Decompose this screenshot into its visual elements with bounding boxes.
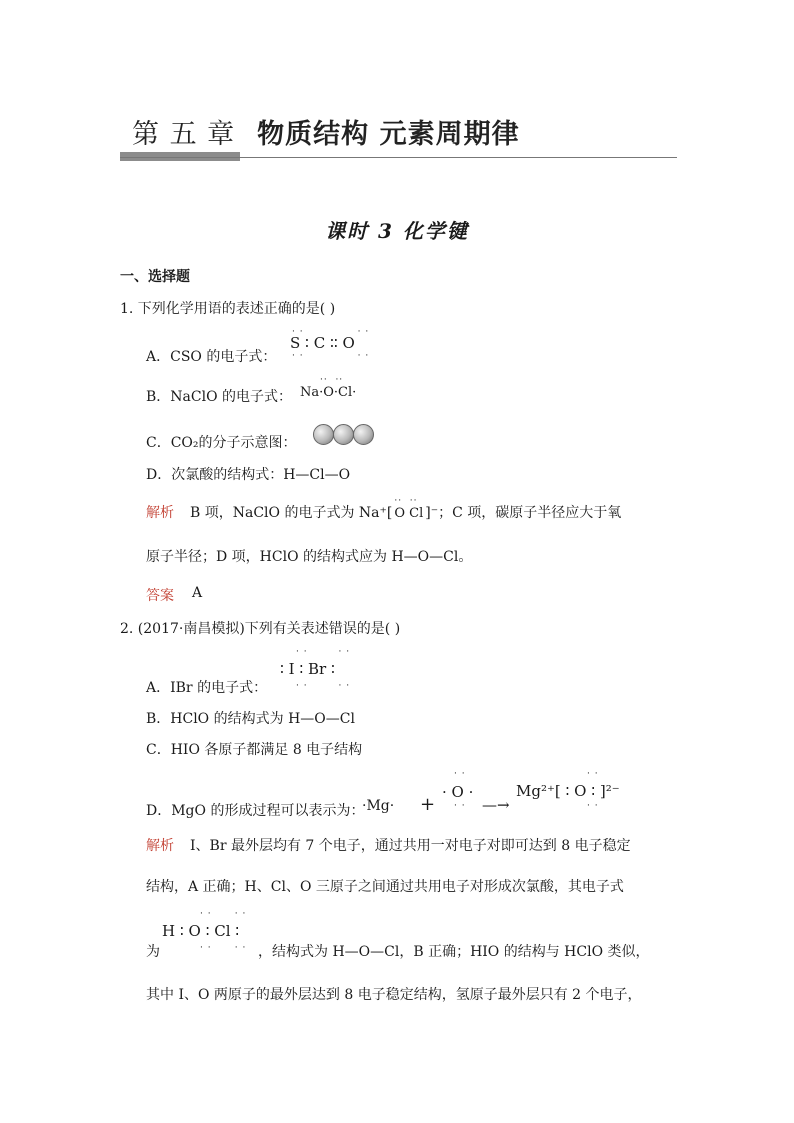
section-title: 一、选择题 bbox=[120, 269, 190, 285]
q1-option-c-label: C．CO₂的分子示意图： bbox=[146, 435, 297, 451]
oxygen-atom-ball bbox=[353, 424, 374, 445]
carbon-atom-ball bbox=[333, 424, 354, 445]
q2-option-a-dots-bottom: · · · · bbox=[296, 681, 351, 691]
q1-answer-value: A bbox=[192, 585, 203, 601]
q1-analysis-text-a: B 项，NaClO 的电子式为 Na⁺[ bbox=[190, 505, 393, 521]
q1-analysis-text-b: ]⁻；C 项，碳原子半径应大于氧 bbox=[425, 505, 622, 521]
chapter-number: 第 五 章 bbox=[132, 119, 236, 150]
q2-analysis-line3-prefix: 为 bbox=[146, 944, 160, 960]
q2-option-d-o-dots-bottom: · · bbox=[454, 801, 466, 811]
q1-answer-label: 答案 bbox=[146, 588, 174, 604]
q1-analysis-line1 bbox=[190, 496, 622, 522]
q2-option-d-mg: ·Mg· bbox=[362, 798, 395, 814]
question-1-stem: 1. 下列化学用语的表述正确的是( ) bbox=[120, 301, 336, 317]
lesson-title: 课时 3 化学键 bbox=[325, 219, 469, 243]
q2-option-a-formula: ∶ I ∶ Br ∶ bbox=[280, 660, 335, 678]
q2-analysis-line4: 其中 I、O 两原子的最外层达到 8 电子稳定结构，氢原子最外层只有 2 个电子， bbox=[146, 987, 642, 1003]
q1-option-a-formula: S ∶ C ∶∶ O bbox=[290, 334, 355, 352]
q2-analysis-line1: I、Br 最外层均有 7 个电子，通过共用一对电子对即可达到 8 电子稳定 bbox=[190, 838, 631, 854]
q1-option-a-dots-bottom: · · · · bbox=[292, 351, 370, 361]
q1-analysis-formula: ·· ·· O Cl bbox=[394, 496, 424, 521]
q2-option-a-label: A．IBr 的电子式： bbox=[146, 680, 268, 696]
q1-option-a-label: A．CSO 的电子式： bbox=[146, 349, 277, 365]
q1-analysis-formula-dots: ·· ·· bbox=[394, 496, 418, 506]
q1-analysis-label: 解析 bbox=[146, 505, 174, 521]
q2-analysis-formula-dots-top: · · · · bbox=[200, 909, 247, 919]
q2-option-b: B．HClO 的结构式为 H—O—Cl bbox=[146, 711, 355, 727]
q2-option-d-plus: + bbox=[420, 794, 436, 815]
q1-option-b-formula: Na·O·Cl· bbox=[300, 385, 357, 400]
q2-option-d-product-dots-top: · · bbox=[587, 769, 599, 779]
chapter-heading bbox=[132, 112, 520, 151]
q2-option-d-arrow: —→ bbox=[482, 796, 510, 814]
q2-analysis-formula: H ∶ O ∶ Cl ∶ bbox=[162, 922, 240, 940]
q2-option-c: C．HIO 各原子都满足 8 电子结构 bbox=[146, 742, 363, 758]
q2-option-d-o-dots-top: · · bbox=[454, 769, 466, 779]
q1-option-b-dots: ·· ·· bbox=[320, 375, 344, 385]
q2-option-d-product-dots-bottom: · · bbox=[587, 801, 599, 811]
q2-analysis-line2: 结构，A 正确；H、Cl、O 三原子之间通过共用电子对形成次氯酸，其电子式 bbox=[146, 879, 624, 895]
q1-option-d: D．次氯酸的结构式：H—Cl—O bbox=[146, 467, 351, 483]
q2-option-d-o: · O · bbox=[442, 783, 474, 801]
q1-option-a-dots-top: · · · · bbox=[292, 327, 370, 337]
q2-option-d-label: D．MgO 的形成过程可以表示为： bbox=[146, 803, 365, 819]
q1-option-b-label: B．NaClO 的电子式： bbox=[146, 389, 293, 405]
q2-option-d-product: Mg²⁺[ ∶ O ∶ ]²⁻ bbox=[516, 782, 620, 800]
q2-option-a-dots-top: · · · · bbox=[296, 647, 351, 657]
chapter-title: 物质结构 元素周期律 bbox=[257, 119, 520, 150]
q2-analysis-line3: ，结构式为 H—O—Cl，B 正确；HIO 的结构与 HClO 类似， bbox=[258, 944, 650, 960]
oxygen-atom-ball bbox=[313, 424, 334, 445]
q1-analysis-line2: 原子半径；D 项，HClO 的结构式应为 H—O—Cl。 bbox=[146, 549, 473, 565]
question-2-stem: 2. (2017·南昌模拟)下列有关表述错误的是( ) bbox=[120, 621, 401, 637]
header-rule bbox=[120, 157, 677, 158]
q2-analysis-label: 解析 bbox=[146, 838, 174, 854]
q2-analysis-formula-dots-bottom: · · · · bbox=[200, 943, 247, 953]
